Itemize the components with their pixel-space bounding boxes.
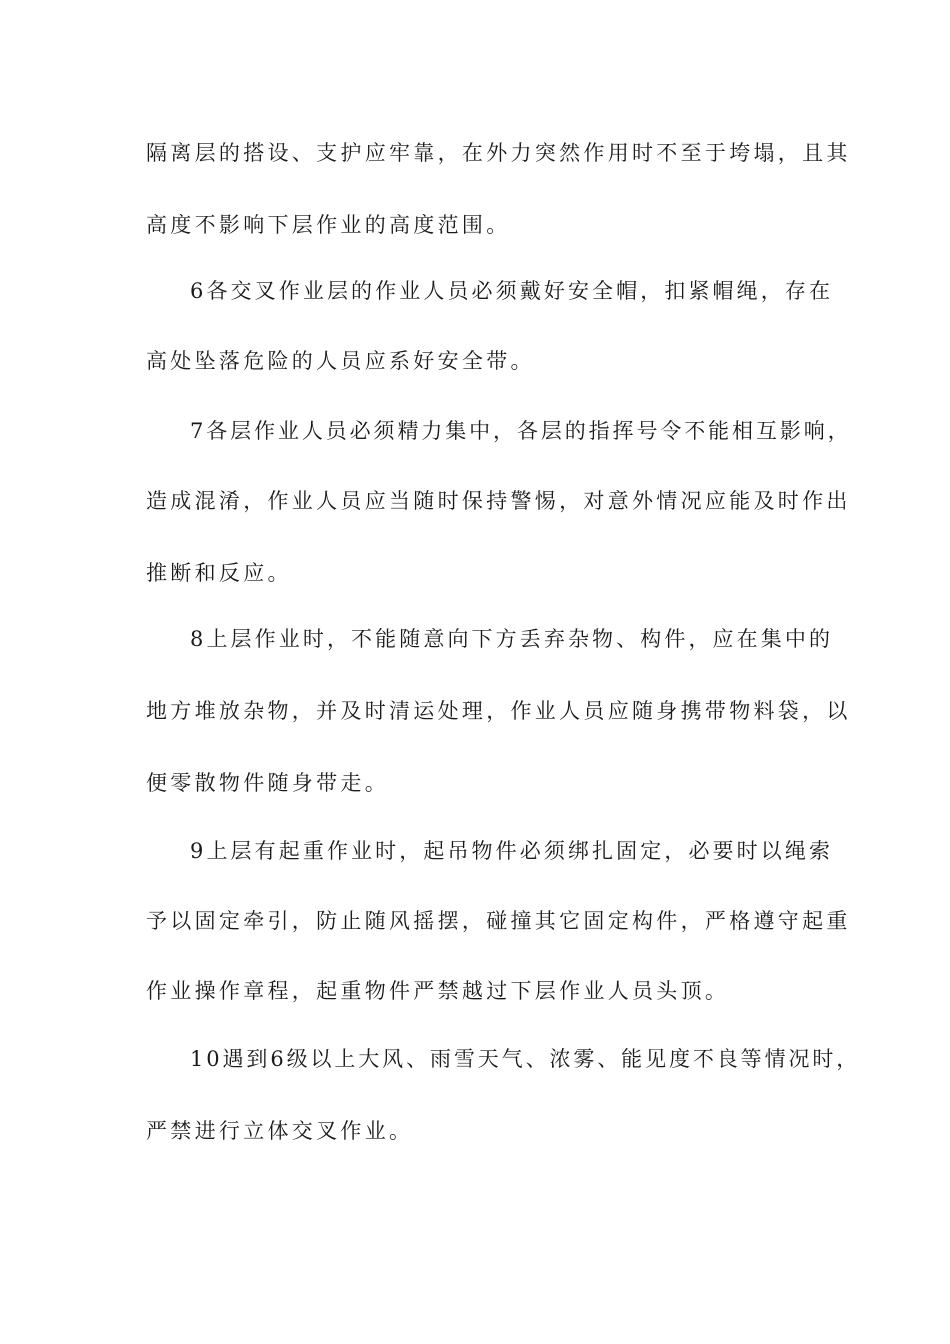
paragraph-7-line-3: 推断和反应。 bbox=[146, 561, 292, 585]
paragraph-8-line-1: 8上层作业时，不能随意向下方丢弃杂物、构件，应在集中的 bbox=[190, 627, 834, 651]
paragraph-8-line-3: 便零散物件随身带走。 bbox=[146, 771, 389, 795]
paragraph-6-line-2: 高处坠落危险的人员应系好安全带。 bbox=[146, 349, 535, 373]
paragraph-9-line-2: 予以固定牵引，防止随风摇摆，碰撞其它固定构件，严格遵守起重 bbox=[146, 909, 851, 933]
paragraph-8-line-2: 地方堆放杂物，并及时清运处理，作业人员应随身携带物料袋，以 bbox=[146, 699, 851, 723]
paragraph-10-line-1: 10遇到6级以上大风、雨雪天气、浓雾、能见度不良等情况时， bbox=[190, 1047, 861, 1071]
paragraph-9-line-1: 9上层有起重作业时，起吊物件必须绑扎固定，必要时以绳索 bbox=[190, 839, 834, 863]
paragraph-9-line-3: 作业操作章程，起重物件严禁越过下层作业人员头顶。 bbox=[146, 979, 730, 1003]
paragraph-1-line-1: 隔离层的搭设、支护应牢靠，在外力突然作用时不至于垮塌，且其 bbox=[146, 141, 851, 165]
paragraph-1-line-2: 高度不影响下层作业的高度范围。 bbox=[146, 213, 511, 237]
paragraph-7-line-1: 7各层作业人员必须精力集中，各层的指挥号令不能相互影响， bbox=[190, 419, 852, 443]
paragraph-10-line-2: 严禁进行立体交叉作业。 bbox=[146, 1119, 414, 1143]
paragraph-7-line-2: 造成混淆，作业人员应当随时保持警惕，对意外情况应能及时作出 bbox=[146, 489, 851, 513]
paragraph-6-line-1: 6各交叉作业层的作业人员必须戴好安全帽，扣紧帽绳，存在 bbox=[190, 279, 834, 303]
